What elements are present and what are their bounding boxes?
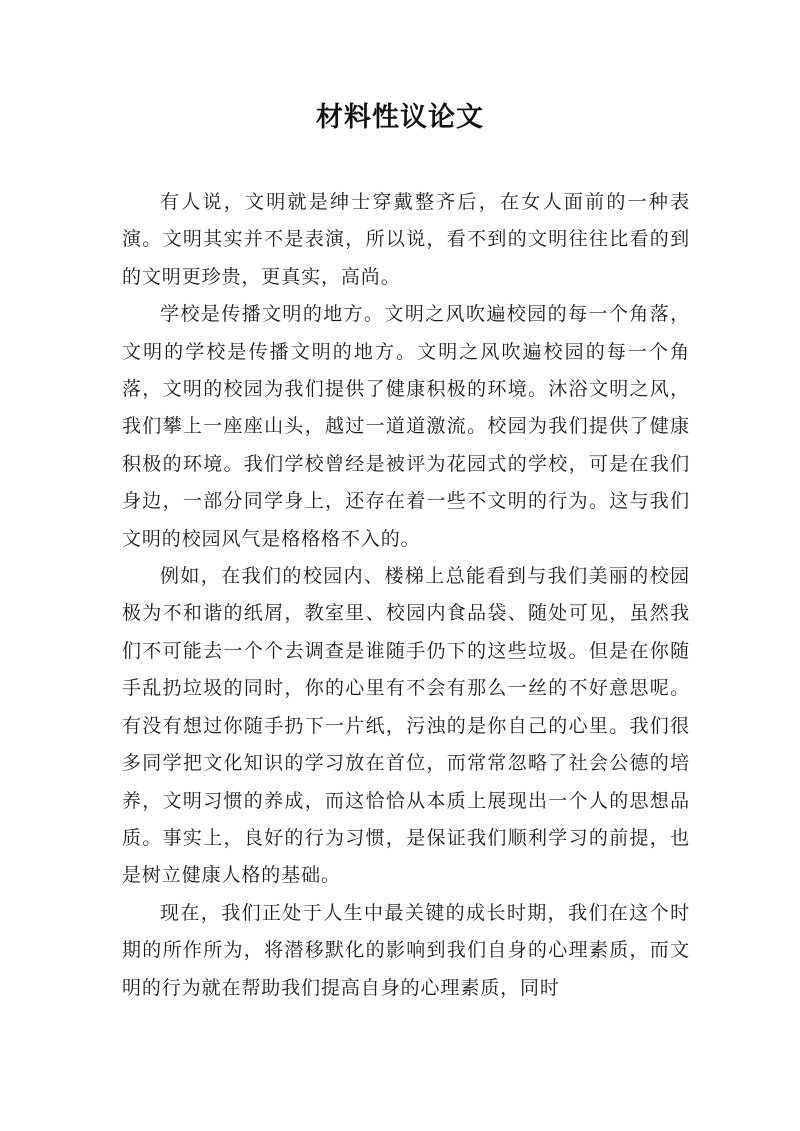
paragraph-1: 有人说，文明就是绅士穿戴整齐后，在女人面前的一种表演。文明其实并不是表演，所以说，看不到的文明往往比看的到的文明更珍贵，更真实，高尚。 bbox=[122, 191, 690, 288]
document-body bbox=[122, 184, 690, 1007]
paragraph-2: 学校是传播文明的地方。文明之风吹遍校园的每一个角落，文明的学校是传播文明的地方。文明之风吹遍校园的每一个角落，文明的校园为我们提供了健康积极的环境。沐浴文明之风，我们攀上一座座山头，越过一道道激流。校园为我们提供了健康积极的环境。我们学校曾经是被评为花园式的学校，可是在我们身边，一部分同学身上，还存在着一些不文明的行为。这与我们文明的校园风气是格格格不入的。 bbox=[122, 303, 690, 550]
paragraph-3: 例如，在我们的校园内、楼梯上总能看到与我们美丽的校园极为不和谐的纸屑，教室里、校园内食品袋、随处可见，虽然我们不可能去一个个去调查是谁随手仍下的这些垃圾。但是在你随手乱扔垃圾的同时，你的心里有不会有那么一丝的不好意思呢。有没有想过你随手扔下一片纸，污浊的是你自己的心里。我们很多同学把文化知识的学习放在首位，而常常忽略了社会公德的培养，文明习惯的养成，而这恰恰从本质上展现出一个人的思想品质。事实上，良好的行为习惯，是保证我们顺利学习的前提，也是树立健康人格的基础。 bbox=[122, 565, 690, 887]
paragraph-4: 现在，我们正处于人生中最关键的成长时期，我们在这个时期的所作所为，将潜移默化的影响到我们自身的心理素质，而文明的行为就在帮助我们提高自身的心理素质，同时 bbox=[122, 901, 690, 999]
document-title: 材料性议论文 bbox=[316, 102, 484, 133]
